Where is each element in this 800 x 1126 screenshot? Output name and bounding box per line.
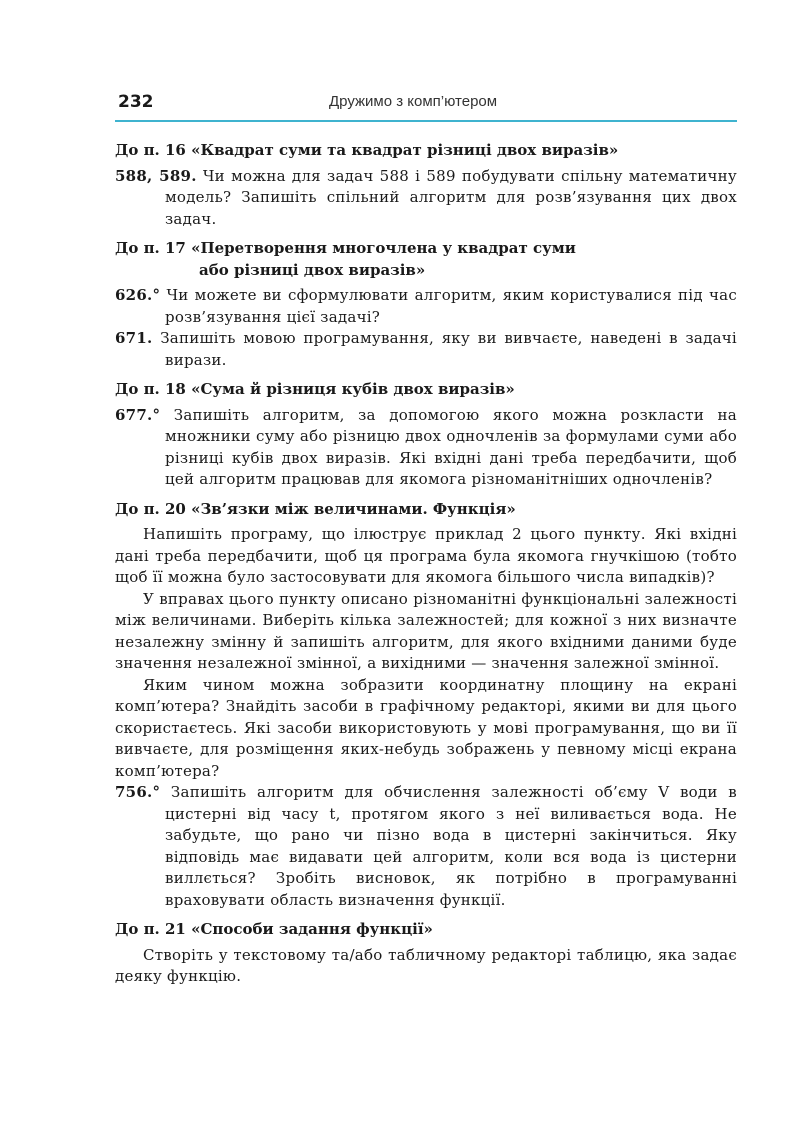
- problem-626: [115, 285, 737, 328]
- section-heading-18: До п. 18 «Сума й різниця кубів двох виразів»: [115, 380, 515, 398]
- paragraph: У вправах цього пункту описано різноманітні функціональні залежності між величинами. Виберіть кілька залежностей; для кожної з них визначте незалежну змінну й запишіть алгоритм, для якого вхідними даними буде значення незалежної змінної, а вихідними — значення залежної змінної.: [115, 589, 737, 672]
- page-number: 232: [118, 92, 154, 112]
- problem-671: [115, 328, 737, 371]
- problem-number: 671.: [115, 329, 153, 347]
- paragraph: Створіть у текстовому та/або табличному редакторі таблицю, яка задає деяку функцію.: [115, 945, 737, 985]
- page: [115, 92, 737, 988]
- problem-text: Запишіть алгоритм, за допомогою якого можна розкласти на множники суму або різницю двох одночленів за формулами суми або різниці кубів двох виразів. Які вхідні дані треба передбачити, щоб цей алгоритм працював для якомога різноманітніших одночленів?: [165, 405, 737, 488]
- problem-number: 677.°: [115, 405, 161, 424]
- problem-text: Запишіть алгоритм для обчислення залежності об’єму V води в цистерні від часу t, протягом якого з неї виливається вода. Не забудьте, що рано чи пізно вода в цистерні закінчиться. Яку відповідь має видавати цей алгоритм, коли вся вода із цистерни виллється? Зробіть висновок, як потрібно в програмуванні враховувати область визначення функції.: [165, 783, 737, 909]
- problem-number: 588, 589.: [115, 166, 197, 185]
- problem-number: 756.°: [115, 783, 161, 801]
- section-heading-21: До п. 21 «Способи задання функції»: [115, 920, 433, 938]
- problem-588-589: [115, 166, 737, 231]
- page-content: [115, 140, 737, 988]
- page-header: [115, 92, 737, 122]
- section-heading-17-line1: До п. 17 «Перетворення многочлена у квадрат суми: [115, 239, 576, 257]
- problem-number: 626.°: [115, 286, 161, 304]
- section-heading-20: До п. 20 «Зв’язки між величинами. Функція»: [115, 499, 516, 518]
- section-heading-16: До п. 16 «Квадрат суми та квадрат різниці двох виразів»: [115, 141, 619, 159]
- problem-text: Чи можете ви сформулювати алгоритм, яким користувалися під час розв’язування цієї задачі?: [165, 286, 737, 326]
- problem-677: [115, 405, 737, 491]
- problem-text: Чи можна для задач 588 і 589 побудувати спільну математичну модель? Запишіть спільний алгоритм для розв’язування цих двох задач.: [165, 166, 737, 228]
- running-title: Дружимо з комп’ютером: [329, 93, 498, 110]
- problem-text: Запишіть мовою програмування, яку ви вивчаєте, наведені в задачі вирази.: [160, 329, 737, 369]
- paragraph: Напишіть програму, що ілюструє приклад 2 цього пункту. Які вхідні дані треба передбачити, щоб ця програма була якомога гнучкішою (тобто щоб її можна було застосовувати для якомога більшого числа випадків)?: [115, 525, 737, 586]
- section-heading-17-line2: або різниці двох виразів»: [199, 260, 426, 279]
- problem-756: [115, 782, 737, 911]
- section-heading-17: [115, 238, 737, 281]
- paragraph: Яким чином можна зобразити координатну площину на екрані комп’ютера? Знайдіть засоби в графічному редакторі, якими ви для цього скористаєтесь. Які засоби використовують у мові програмування, що ви її вивчаєте, для розміщення яких-небудь зображень у певному місці екрана комп’ютера?: [115, 675, 737, 780]
